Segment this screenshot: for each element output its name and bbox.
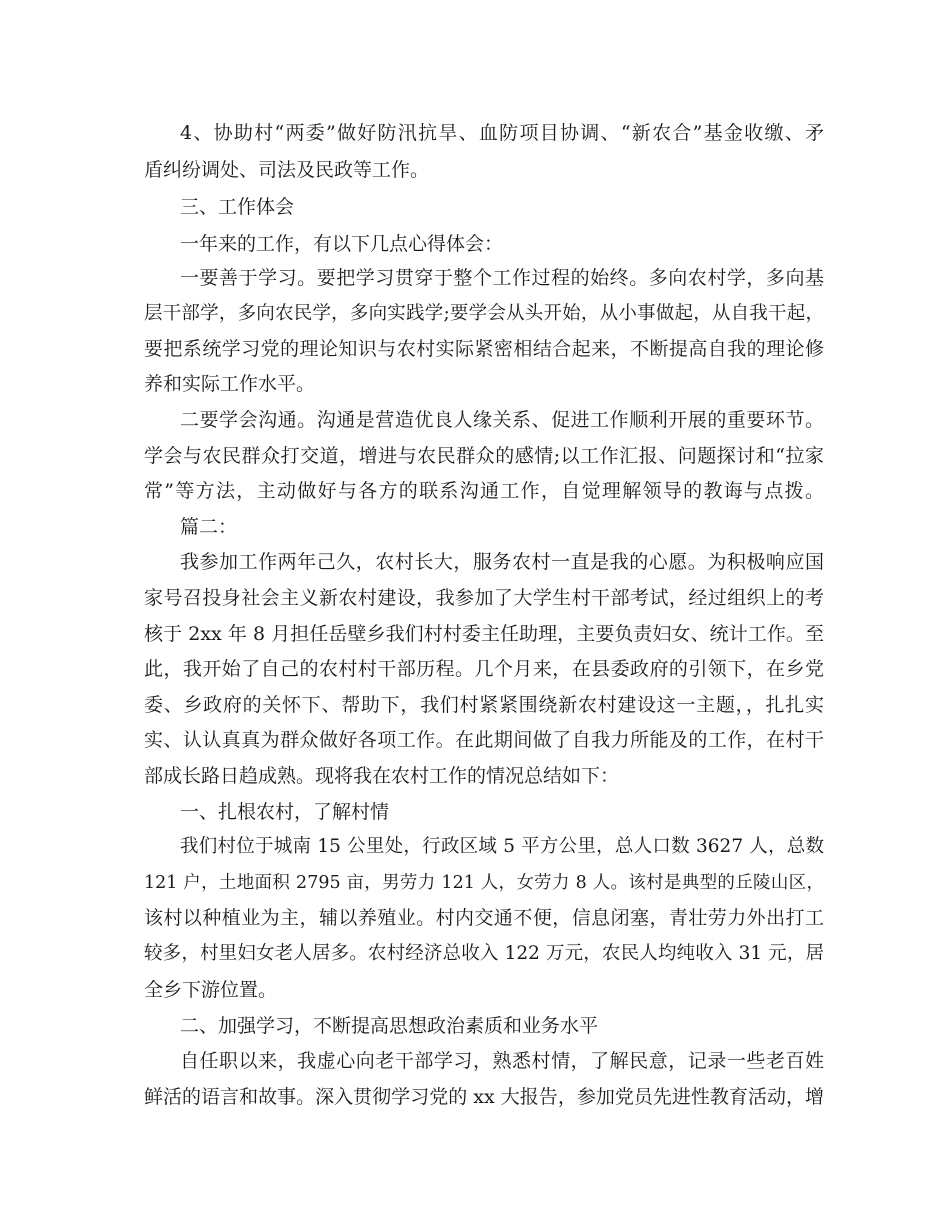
text-line: 我参加工作两年己久，农村长大，服务农村一直是我的心愿。为积极响应国 — [180, 551, 824, 573]
text-line: 委、乡政府的关怀下、帮助下，我们村紧紧围绕新农村建设这一主题，，扎扎实 — [144, 694, 824, 716]
text-line: 较多，村里妇女老人居多。农村经济总收入 122 万元，农民人均纯收入 31 元，居 — [144, 943, 824, 964]
text-line: 盾纠纷调处、司法及民政等工作。 — [144, 159, 430, 181]
text-line: 层干部学，多向农民学，多向实践学;要学会从头开始，从小事做起，从自我干起， — [144, 303, 824, 324]
text-line: 核于 2xx 年 8 月担任岳壁乡我们村村委主任助理，主要负责妇女、统计工作。至 — [144, 623, 824, 645]
text-line: 要把系统学习党的理论知识与农村实际紧密相结合起来，不断提高自我的理论修 — [144, 338, 824, 360]
text-line: 养和实际工作水平。 — [144, 373, 316, 395]
text-line: 部成长路日趋成熟。现将我在农村工作的情况总结如下： — [144, 765, 620, 787]
text-line: 实、认认真真为群众做好各项工作。在此期间做了自我力所能及的工作，在村干 — [144, 729, 824, 751]
section-heading: 一、扎根农村，了解村情 — [180, 801, 390, 823]
text-line: 我们村位于城南 15 公里处，行政区域 5 平方公里，总人口数 3627 人，总数 — [180, 836, 824, 857]
text-line: 学会与农民群众打交道，增进与农民群众的感情;以工作汇报、问题探讨和“拉家 — [144, 445, 824, 467]
section-heading: 二、加强学习，不断提高思想政治素质和业务水平 — [180, 1015, 599, 1037]
text-line: 自任职以来，我虚心向老干部学习，熟悉村情，了解民意，记录一些老百姓 — [180, 1050, 824, 1072]
text-line: 常”等方法，主动做好与各方的联系沟通工作，自觉理解领导的教诲与点拨。 — [144, 480, 824, 502]
text-line: 一要善于学习。要把学习贯穿于整个工作过程的始终。多向农村学，多向基 — [180, 267, 824, 289]
text-line: 121 户，土地面积 2795 亩，男劳力 121 人，女劳力 8 人。该村是典型的丘陵山区， — [144, 873, 824, 893]
section-heading: 篇二： — [180, 516, 238, 538]
text-line: 二要学会沟通。沟通是营造优良人缘关系、促进工作顺利开展的重要环节。 — [180, 409, 824, 431]
text-line: 4、协助村“两委”做好防汛抗旱、血防项目协调、“新农合”基金收缴、矛 — [180, 122, 824, 144]
text-line: 一年来的工作，有以下几点心得体会： — [180, 233, 504, 255]
text-line: 全乡下游位置。 — [144, 979, 278, 1001]
section-heading: 三、工作体会 — [180, 196, 295, 218]
text-line: 此，我开始了自己的农村村干部历程。几个月来，在县委政府的引领下，在乡党 — [144, 658, 824, 680]
text-line: 该村以种植业为主，辅以养殖业。村内交通不便，信息闭塞，青壮劳力外出打工 — [144, 907, 824, 929]
text-line: 鲜活的语言和故事。深入贯彻学习党的 xx 大报告，参加党员先进性教育活动，增 — [144, 1086, 824, 1108]
text-line: 家号召投身社会主义新农村建设，我参加了大学生村干部考试，经过组织上的考 — [144, 587, 824, 609]
